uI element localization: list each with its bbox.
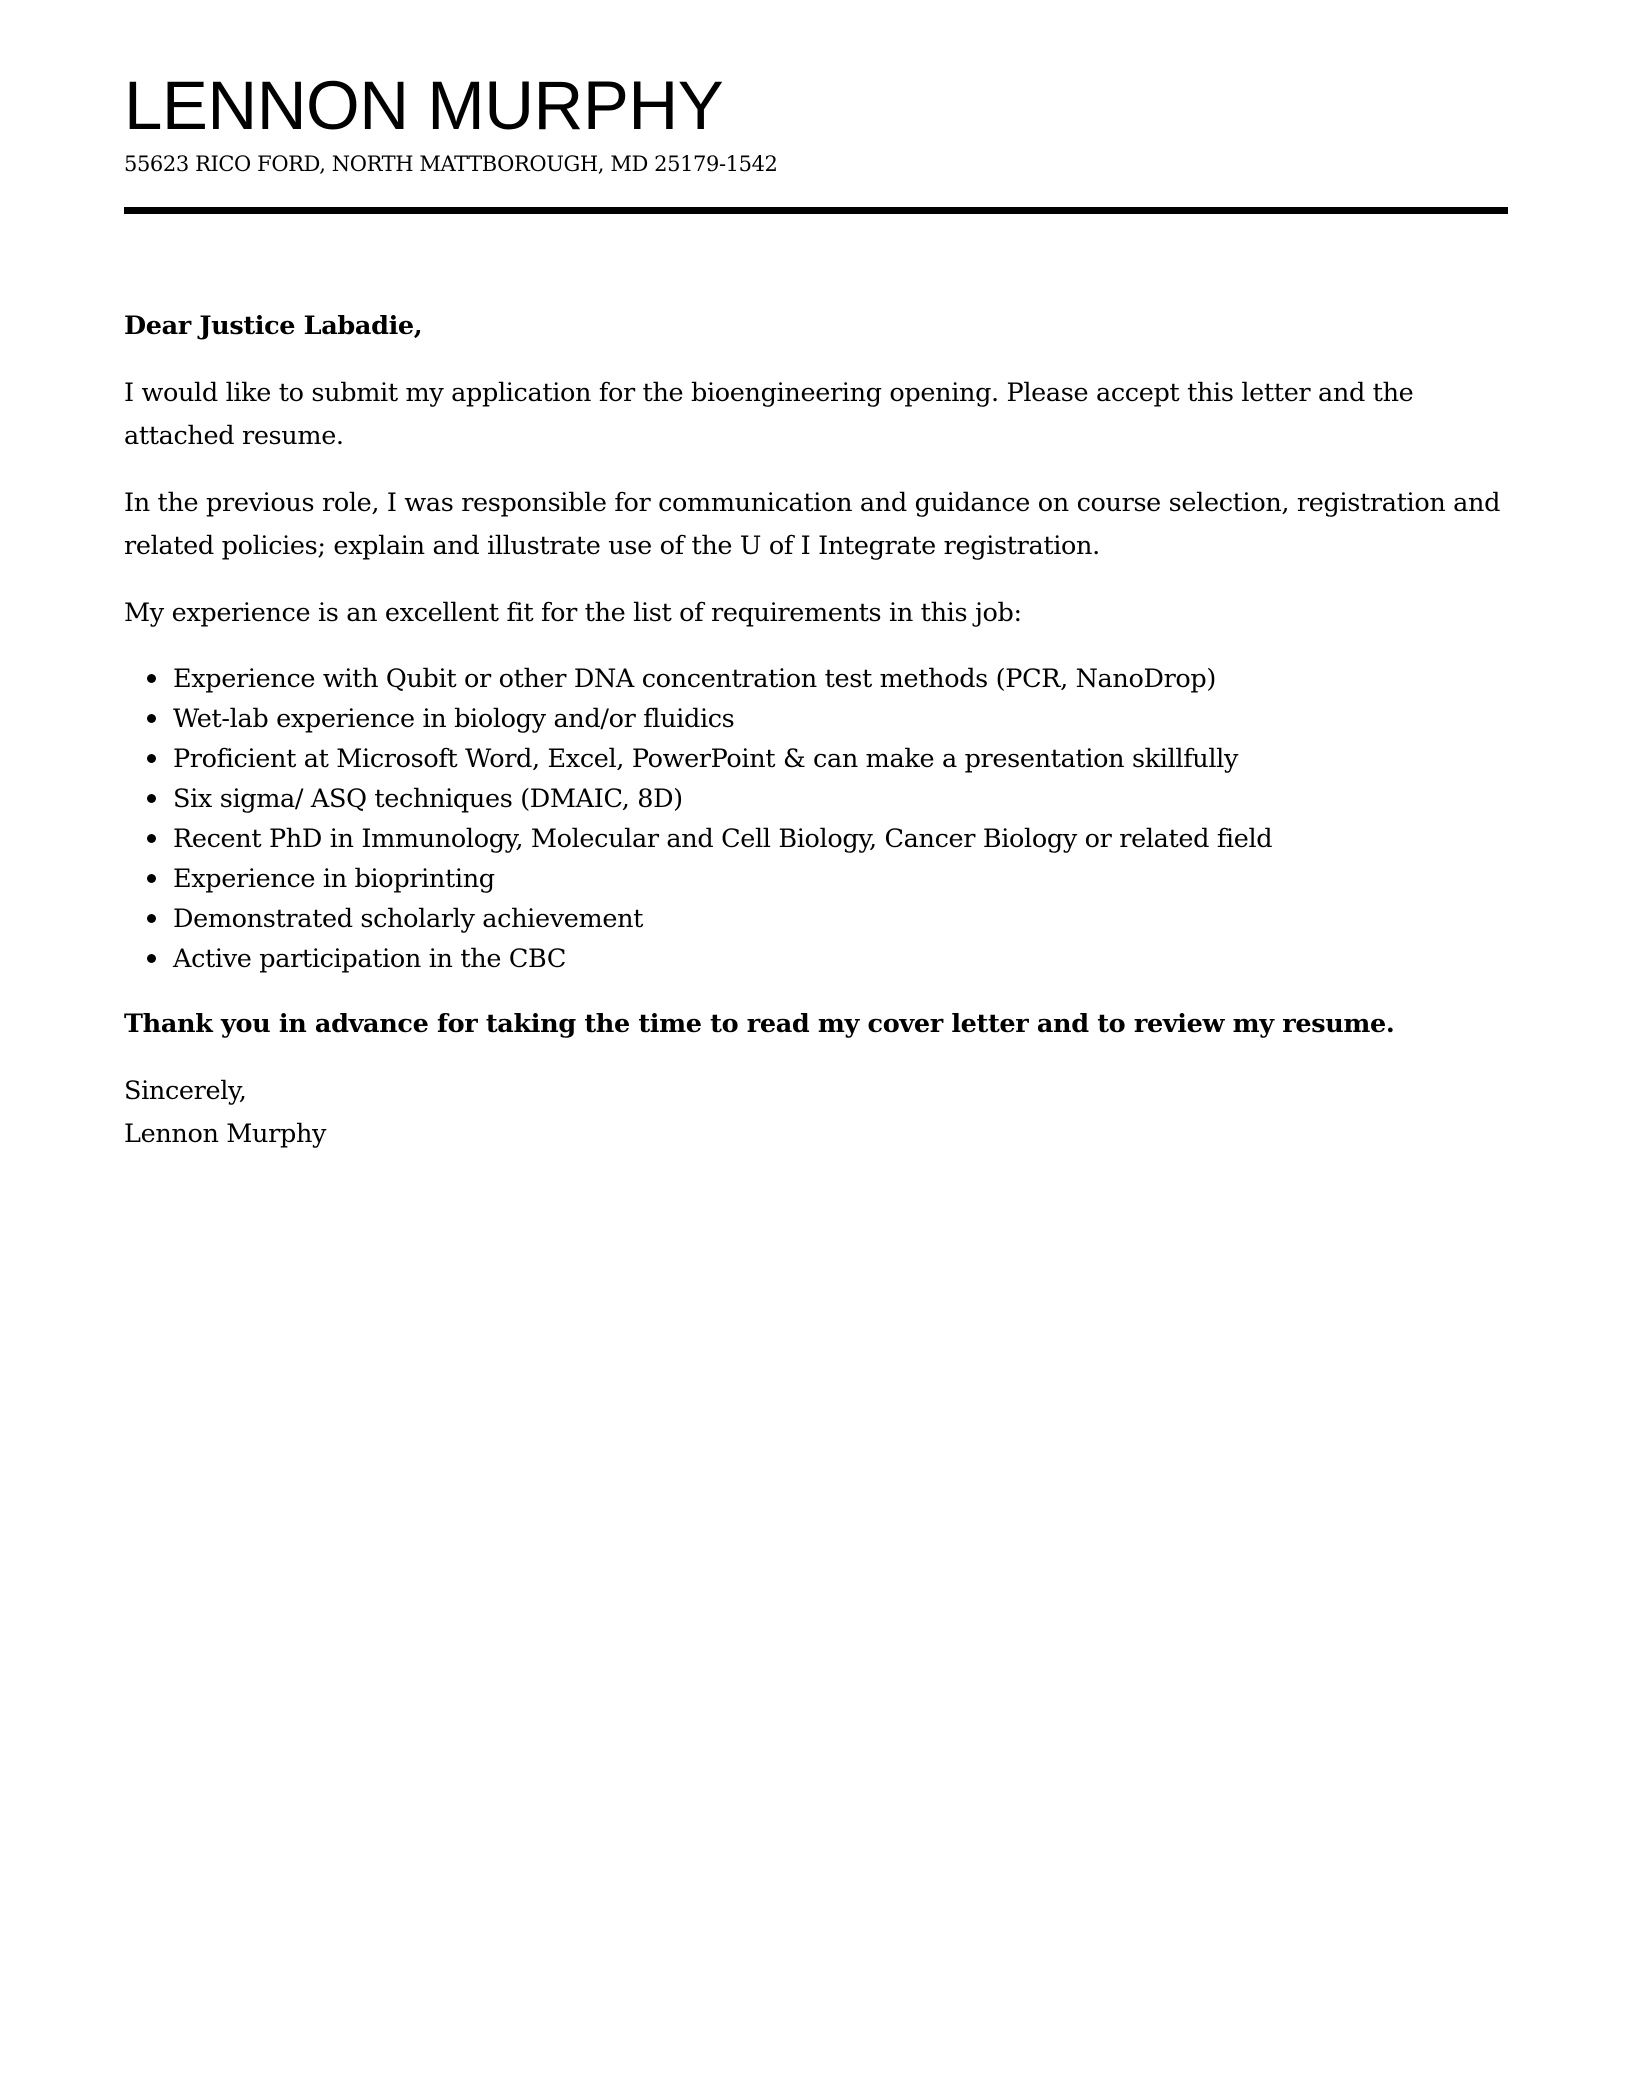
bullet-icon (147, 674, 156, 683)
list-item (173, 779, 1508, 819)
applicant-name: LENNON MURPHY (124, 67, 724, 144)
header-divider (124, 207, 1508, 214)
list-item (173, 739, 1508, 779)
bullet-icon (147, 914, 156, 923)
requirements-list (124, 659, 1508, 979)
list-item (173, 899, 1508, 939)
letter-body (124, 305, 1508, 1156)
applicant-address: 55623 RICO FORD, NORTH MATTBOROUGH, MD 25179-1542 (124, 152, 778, 176)
requirement-text: Six sigma/ ASQ techniques (DMAIC, 8D) (173, 784, 683, 814)
bullet-icon (147, 794, 156, 803)
signoff: Sincerely, (124, 1076, 247, 1106)
requirement-text: Wet-lab experience in biology and/or fluidics (173, 704, 735, 734)
requirements-intro: My experience is an excellent fit for the list of requirements in this job: (124, 598, 1022, 628)
intro-paragraph: I would like to submit my application for the bioengineering opening. Please accept this letter and the attached resume. (124, 378, 1414, 451)
bullet-icon (147, 834, 156, 843)
closing-statement: Thank you in advance for taking the time to read my cover letter and to review my resume. (124, 1009, 1395, 1039)
bullet-icon (147, 954, 156, 963)
signature: Lennon Murphy (124, 1119, 327, 1149)
bullet-icon (147, 754, 156, 763)
salutation: Dear Justice Labadie, (124, 311, 423, 341)
signoff-block (124, 1070, 1508, 1156)
experience-paragraph: In the previous role, I was responsible for communication and guidance on course selection, registration and related policies; explain and illustrate use of the U of I Integrate registration. (124, 488, 1501, 561)
list-item (173, 859, 1508, 899)
bullet-icon (147, 714, 156, 723)
requirement-text: Demonstrated scholarly achievement (173, 904, 644, 934)
requirement-text: Experience with Qubit or other DNA concentration test methods (PCR, NanoDrop) (173, 664, 1216, 694)
list-item (173, 699, 1508, 739)
requirement-text: Experience in bioprinting (173, 864, 495, 894)
requirement-text: Recent PhD in Immunology, Molecular and Cell Biology, Cancer Biology or related field (173, 824, 1273, 854)
requirement-text: Proficient at Microsoft Word, Excel, PowerPoint & can make a presentation skillfully (173, 744, 1239, 774)
requirement-text: Active participation in the CBC (173, 944, 567, 974)
bullet-icon (147, 874, 156, 883)
list-item (173, 819, 1508, 859)
list-item (173, 659, 1508, 699)
list-item (173, 939, 1508, 979)
